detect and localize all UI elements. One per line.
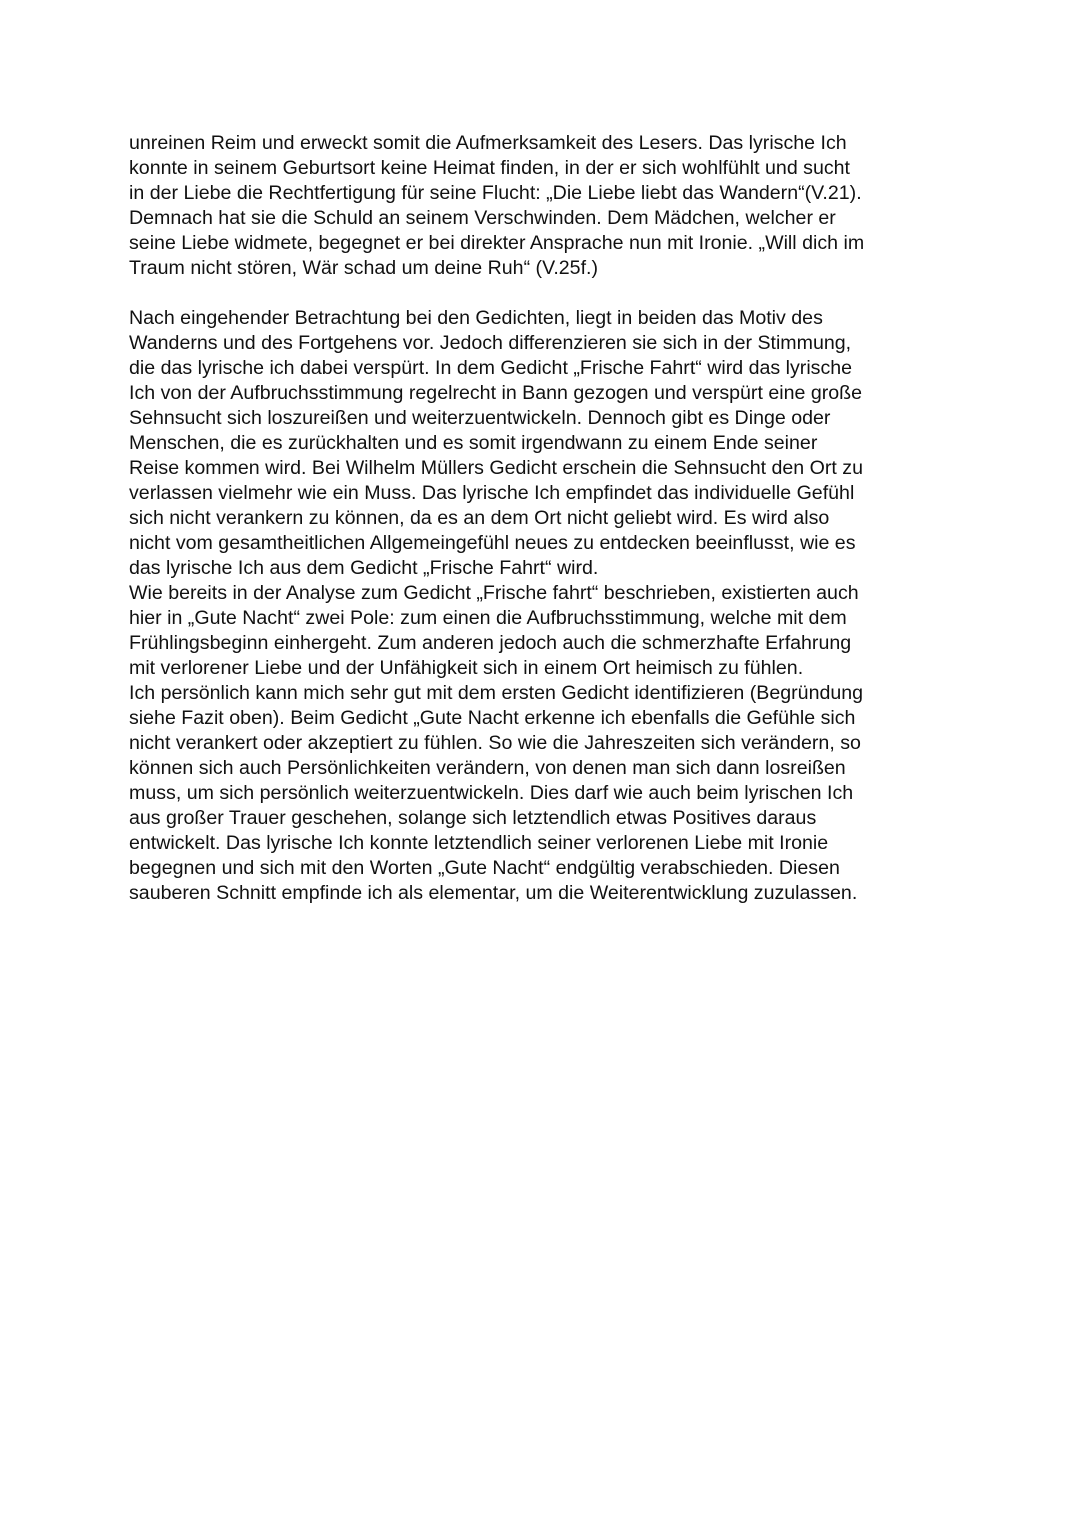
- text-line: Wie bereits in der Analyse zum Gedicht „Frische fahrt“ beschrieben, existierten auch: [129, 582, 859, 604]
- text-line: nicht verankert oder akzeptiert zu fühlen. So wie die Jahreszeiten sich verändern, so: [129, 732, 861, 754]
- text-line: sich nicht verankern zu können, da es an dem Ort nicht geliebt wird. Es wird also: [129, 507, 830, 529]
- text-line: Wanderns und des Fortgehens vor. Jedoch differenzieren sie sich in der Stimmung,: [129, 332, 852, 354]
- text-line: Ich von der Aufbruchsstimmung regelrecht in Bann gezogen und verspürt eine große: [129, 382, 863, 404]
- text-line: Nach eingehender Betrachtung bei den Gedichten, liegt in beiden das Motiv des: [129, 307, 823, 329]
- text-line: begegnen und sich mit den Worten „Gute Nacht“ endgültig verabschieden. Diesen: [129, 857, 840, 879]
- text-line: Reise kommen wird. Bei Wilhelm Müllers Gedicht erschein die Sehnsucht den Ort zu: [129, 457, 863, 479]
- text-line: nicht vom gesamtheitlichen Allgemeingefühl neues zu entdecken beeinflusst, wie es: [129, 532, 856, 554]
- document-body: [129, 131, 959, 906]
- text-line: siehe Fazit oben). Beim Gedicht „Gute Nacht erkenne ich ebenfalls die Gefühle sich: [129, 707, 856, 729]
- text-line: Frühlingsbeginn einhergeht. Zum anderen jedoch auch die schmerzhafte Erfahrung: [129, 632, 852, 654]
- text-line: entwickelt. Das lyrische Ich konnte letztendlich seiner verlorenen Liebe mit Ironie: [129, 832, 829, 854]
- text-line: mit verlorener Liebe und der Unfähigkeit sich in einem Ort heimisch zu fühlen.: [129, 657, 804, 679]
- text-line: Sehnsucht sich loszureißen und weiterzuentwickeln. Dennoch gibt es Dinge oder: [129, 407, 831, 429]
- text-line: Demnach hat sie die Schuld an seinem Verschwinden. Dem Mädchen, welcher er: [129, 207, 836, 229]
- text-line: konnte in seinem Geburtsort keine Heimat finden, in der er sich wohlfühlt und sucht: [129, 157, 850, 179]
- text-line: in der Liebe die Rechtfertigung für seine Flucht: „Die Liebe liebt das Wandern“(V.21).: [129, 182, 862, 204]
- paragraph-gap: [129, 281, 959, 306]
- text-line: das lyrische Ich aus dem Gedicht „Frische Fahrt“ wird.: [129, 557, 599, 579]
- text-line: Ich persönlich kann mich sehr gut mit dem ersten Gedicht identifizieren (Begründung: [129, 682, 864, 704]
- text-line: aus großer Trauer geschehen, solange sich letztendlich etwas Positives daraus: [129, 807, 817, 829]
- text-line: sauberen Schnitt empfinde ich als elementar, um die Weiterentwicklung zuzulassen.: [129, 882, 858, 904]
- text-line: Menschen, die es zurückhalten und es somit irgendwann zu einem Ende seiner: [129, 432, 818, 454]
- text-line: muss, um sich persönlich weiterzuentwickeln. Dies darf wie auch beim lyrischen Ich: [129, 782, 854, 804]
- text-line: unreinen Reim und erweckt somit die Aufmerksamkeit des Lesers. Das lyrische Ich: [129, 132, 847, 154]
- text-line: verlassen vielmehr wie ein Muss. Das lyrische Ich empfindet das individuelle Gefühl: [129, 482, 855, 504]
- text-line: können sich auch Persönlichkeiten verändern, von denen man sich dann losreißen: [129, 757, 846, 779]
- paragraph-1: [129, 131, 959, 281]
- paragraph-2: [129, 306, 959, 906]
- text-line: die das lyrische ich dabei verspürt. In dem Gedicht „Frische Fahrt“ wird das lyrische: [129, 357, 853, 379]
- text-line: seine Liebe widmete, begegnet er bei direkter Ansprache nun mit Ironie. „Will dich im: [129, 232, 865, 254]
- text-line: hier in „Gute Nacht“ zwei Pole: zum einen die Aufbruchsstimmung, welche mit dem: [129, 607, 847, 629]
- text-line: Traum nicht stören, Wär schad um deine Ruh“ (V.25f.): [129, 257, 598, 279]
